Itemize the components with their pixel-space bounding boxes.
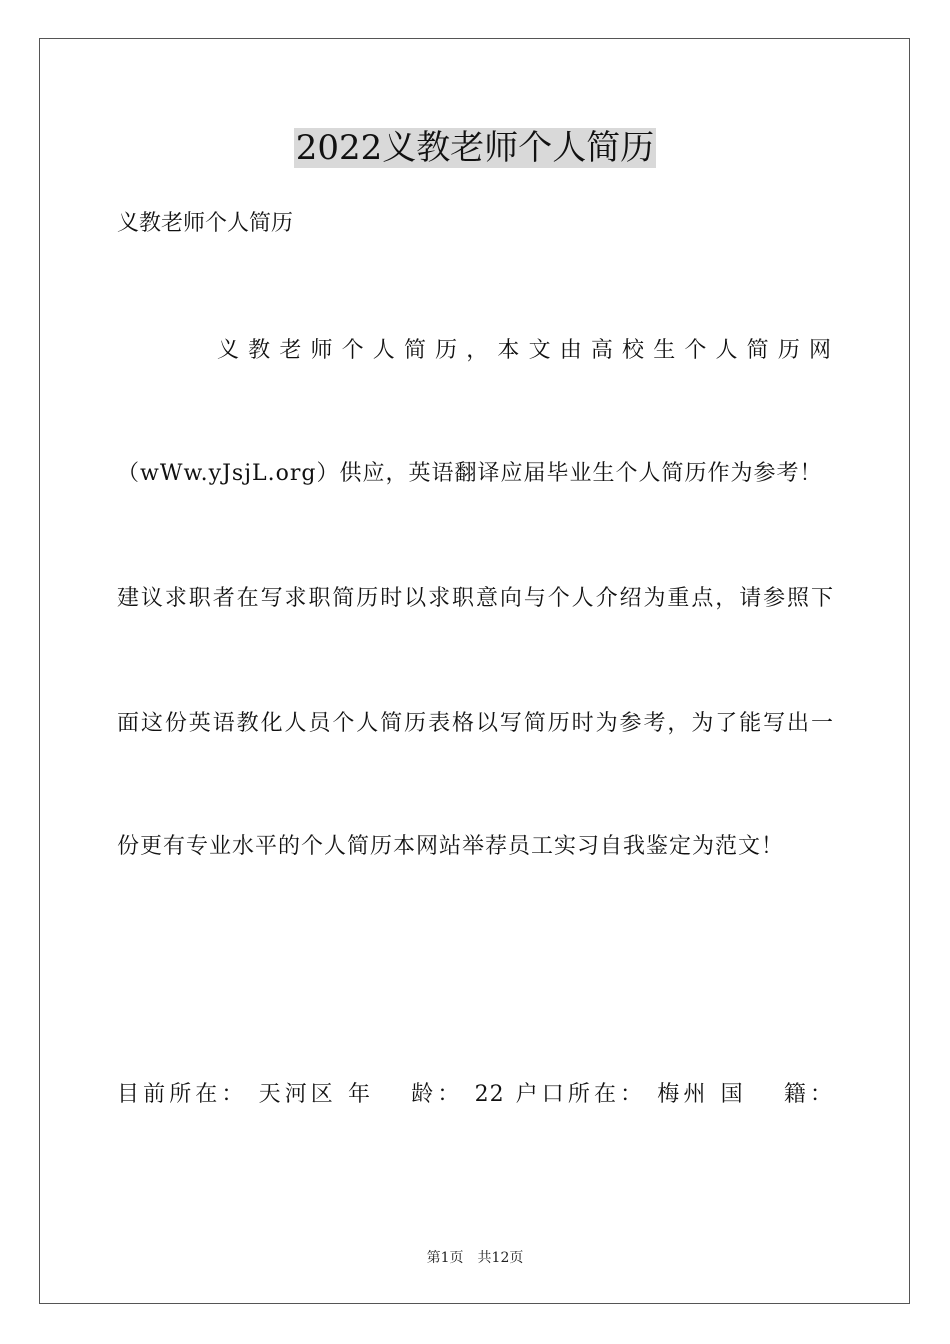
page-footer: 第1页 共12页 <box>426 1250 524 1266</box>
paragraph-line-3: 建议求职者在写求职简历时以求职意向与个人介绍为重点，请参照下 <box>117 586 833 611</box>
document-title <box>0 128 950 168</box>
document-subtitle: 义教老师个人简历 <box>117 211 294 236</box>
paragraph-line-1: 义教老师个人简历，本文由高校生个人简历网 <box>217 338 833 363</box>
document-title-text: 2022义教老师个人简历 <box>295 128 655 168</box>
paragraph-line-5: 份更有专业水平的个人简历本网站举荐员工实习自我鉴定为范文！ <box>117 834 785 859</box>
paragraph-line-4: 面这份英语教化人员个人简历表格以写简历时为参考，为了能写出一 <box>117 711 833 736</box>
personal-info-line: 目前所在： 天河区 年 龄： 22 户口所在： 梅州 国 籍： <box>117 1082 833 1107</box>
paragraph-line-2: （wWw.yJsjL.org）供应，英语翻译应届毕业生个人简历作为参考！ <box>117 461 823 486</box>
